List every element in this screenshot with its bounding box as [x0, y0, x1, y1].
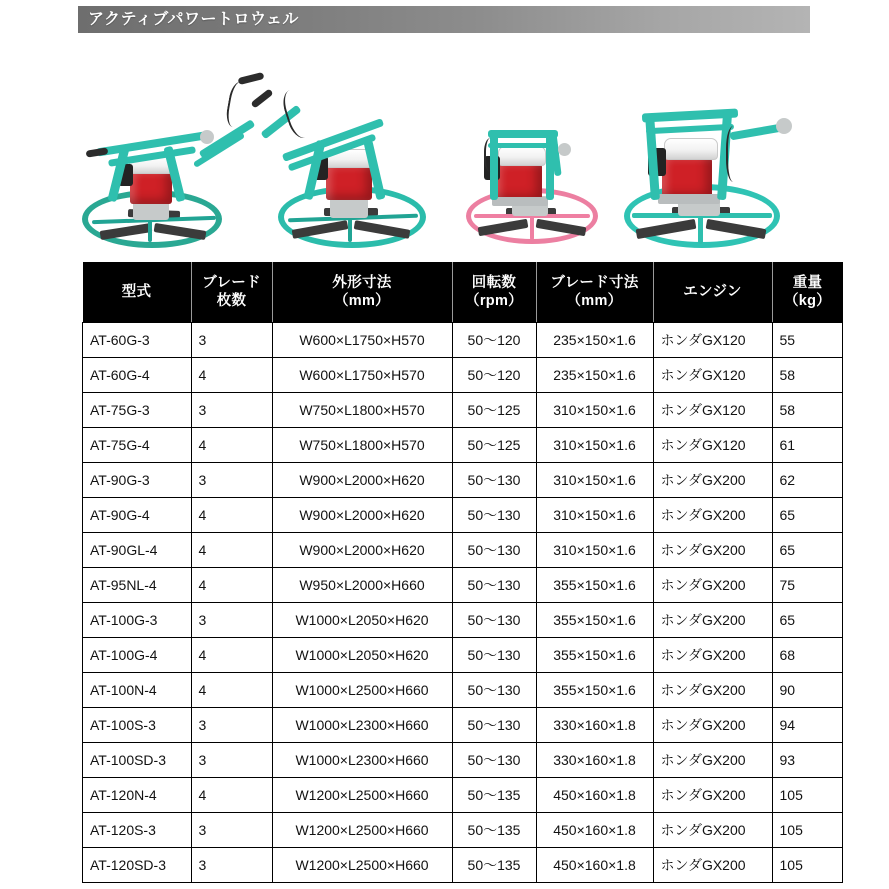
cell-blades: 4 [191, 778, 272, 813]
product-image-gallery [0, 42, 889, 252]
cell-blades: 4 [191, 358, 272, 393]
cell-rpm: 50〜130 [452, 673, 536, 708]
table-row [83, 743, 843, 778]
table-row [83, 813, 843, 848]
cell-model: AT-60G-4 [83, 358, 192, 393]
table-row [83, 463, 843, 498]
cell-dimensions: W1200×L2500×H660 [272, 778, 452, 813]
cell-blades: 3 [191, 743, 272, 778]
control-knob [558, 143, 571, 156]
cell-rpm: 50〜135 [452, 778, 536, 813]
cell-rpm: 50〜125 [452, 393, 536, 428]
cell-weight: 93 [772, 743, 843, 778]
cell-weight: 55 [772, 323, 843, 358]
cell-engine: ホンダGX120 [653, 428, 772, 463]
cell-blades: 3 [191, 393, 272, 428]
page-title: アクティブパワートロウェル [88, 10, 299, 28]
column-header-blade-dimensions [536, 262, 653, 323]
cell-weight: 68 [772, 638, 843, 673]
cell-weight: 90 [772, 673, 843, 708]
cell-blade-dimensions: 355×150×1.6 [536, 603, 653, 638]
cell-rpm: 50〜120 [452, 323, 536, 358]
column-header-rpm-line2: （rpm） [465, 293, 523, 309]
table-row [83, 533, 843, 568]
cell-blades: 3 [191, 708, 272, 743]
cell-model: AT-100N-4 [83, 673, 192, 708]
cell-rpm: 50〜125 [452, 428, 536, 463]
cell-blades: 3 [191, 463, 272, 498]
cell-blades: 3 [191, 848, 272, 883]
engine [326, 164, 372, 200]
cell-model: AT-120SD-3 [83, 848, 192, 883]
cell-weight: 61 [772, 428, 843, 463]
cell-engine: ホンダGX200 [653, 848, 772, 883]
cell-weight: 62 [772, 463, 843, 498]
cell-blades: 3 [191, 323, 272, 358]
cell-blade-dimensions: 450×160×1.8 [536, 848, 653, 883]
cell-engine: ホンダGX200 [653, 498, 772, 533]
cell-engine: ホンダGX200 [653, 708, 772, 743]
cell-blade-dimensions: 450×160×1.8 [536, 813, 653, 848]
cell-weight: 65 [772, 533, 843, 568]
table-row [83, 323, 843, 358]
column-header-model-line1: 型式 [121, 283, 152, 300]
cell-blade-dimensions: 310×150×1.6 [536, 428, 653, 463]
column-header-weight [772, 262, 843, 323]
cell-dimensions: W1200×L2500×H660 [272, 813, 452, 848]
cell-weight: 75 [772, 568, 843, 603]
cell-model: AT-100S-3 [83, 708, 192, 743]
cell-dimensions: W1000×L2300×H660 [272, 708, 452, 743]
cell-blade-dimensions: 310×150×1.6 [536, 463, 653, 498]
cell-model: AT-90GL-4 [83, 533, 192, 568]
cell-dimensions: W900×L2000×H620 [272, 463, 452, 498]
cell-engine: ホンダGX200 [653, 533, 772, 568]
cell-model: AT-75G-3 [83, 393, 192, 428]
throttle-cable [484, 138, 500, 172]
product-image-2 [272, 48, 457, 248]
cell-dimensions: W900×L2000×H620 [272, 498, 452, 533]
cell-rpm: 50〜130 [452, 533, 536, 568]
cell-blades: 3 [191, 813, 272, 848]
cell-blades: 4 [191, 498, 272, 533]
cell-rpm: 50〜130 [452, 638, 536, 673]
cell-engine: ホンダGX200 [653, 813, 772, 848]
column-header-engine-line1: エンジン [683, 283, 742, 300]
cell-weight: 105 [772, 778, 843, 813]
cell-engine: ホンダGX120 [653, 358, 772, 393]
product-image-4 [620, 48, 800, 248]
table-row [83, 673, 843, 708]
table-row [83, 393, 843, 428]
engine-base [658, 194, 720, 204]
cell-rpm: 50〜130 [452, 568, 536, 603]
column-header-blades [191, 262, 272, 323]
cell-weight: 58 [772, 358, 843, 393]
page-header [78, 6, 810, 33]
cell-model: AT-60G-3 [83, 323, 192, 358]
cell-engine: ホンダGX200 [653, 463, 772, 498]
column-header-weight-line2: （kg） [783, 293, 832, 309]
cell-dimensions: W1000×L2050×H620 [272, 638, 452, 673]
column-header-blades-line1: ブレード [202, 274, 261, 291]
cell-blade-dimensions: 355×150×1.6 [536, 568, 653, 603]
cell-dimensions: W600×L1750×H570 [272, 358, 452, 393]
column-header-blades-line2: 枚数 [216, 293, 247, 309]
title-bar [78, 6, 810, 33]
engine [130, 170, 172, 204]
cell-blades: 4 [191, 568, 272, 603]
cell-dimensions: W600×L1750×H570 [272, 323, 452, 358]
cell-model: AT-120S-3 [83, 813, 192, 848]
cell-dimensions: W750×L1800×H570 [272, 393, 452, 428]
table-body [83, 323, 843, 883]
column-header-blade-dimensions-line2: （mm） [566, 293, 623, 309]
table-row [83, 848, 843, 883]
cell-blade-dimensions: 235×150×1.6 [536, 323, 653, 358]
cell-blades: 4 [191, 638, 272, 673]
engine-base [492, 197, 548, 206]
column-header-model [83, 262, 192, 323]
control-knob [200, 130, 214, 144]
column-header-blade-dimensions-line1: ブレード寸法 [550, 274, 639, 291]
product-image-3 [464, 54, 614, 244]
cell-dimensions: W750×L1800×H570 [272, 428, 452, 463]
cell-model: AT-95NL-4 [83, 568, 192, 603]
control-knob [776, 118, 792, 134]
cell-engine: ホンダGX200 [653, 778, 772, 813]
cell-model: AT-120N-4 [83, 778, 192, 813]
cell-weight: 65 [772, 498, 843, 533]
cell-model: AT-75G-4 [83, 428, 192, 463]
cell-model: AT-90G-4 [83, 498, 192, 533]
throttle-cable [279, 85, 321, 141]
cell-rpm: 50〜120 [452, 358, 536, 393]
cell-rpm: 50〜135 [452, 848, 536, 883]
cell-rpm: 50〜130 [452, 743, 536, 778]
cell-rpm: 50〜130 [452, 463, 536, 498]
handle-grip [86, 147, 109, 157]
table-header [83, 262, 843, 323]
cell-dimensions: W1000×L2300×H660 [272, 743, 452, 778]
cell-dimensions: W1000×L2050×H620 [272, 603, 452, 638]
cell-engine: ホンダGX120 [653, 323, 772, 358]
cell-dimensions: W1000×L2500×H660 [272, 673, 452, 708]
table-row [83, 358, 843, 393]
cell-engine: ホンダGX200 [653, 568, 772, 603]
throttle-cable [726, 126, 744, 182]
cell-model: AT-100SD-3 [83, 743, 192, 778]
cell-weight: 105 [772, 848, 843, 883]
cell-engine: ホンダGX200 [653, 638, 772, 673]
cell-blade-dimensions: 330×160×1.8 [536, 743, 653, 778]
cell-engine: ホンダGX200 [653, 743, 772, 778]
cell-model: AT-100G-3 [83, 603, 192, 638]
cell-engine: ホンダGX200 [653, 673, 772, 708]
cell-blade-dimensions: 310×150×1.6 [536, 533, 653, 568]
cell-blade-dimensions: 450×160×1.8 [536, 778, 653, 813]
cell-model: AT-100G-4 [83, 638, 192, 673]
cell-blade-dimensions: 310×150×1.6 [536, 498, 653, 533]
column-header-weight-line1: 重量 [792, 274, 823, 291]
table-row [83, 638, 843, 673]
table-row [83, 603, 843, 638]
cell-blade-dimensions: 235×150×1.6 [536, 358, 653, 393]
cell-engine: ホンダGX200 [653, 603, 772, 638]
frame-crossbar [488, 130, 558, 138]
engine [662, 156, 712, 198]
cell-blade-dimensions: 355×150×1.6 [536, 673, 653, 708]
cell-blade-dimensions: 330×160×1.8 [536, 708, 653, 743]
cell-blades: 4 [191, 428, 272, 463]
fuel-tank [498, 146, 546, 166]
table-row [83, 568, 843, 603]
column-header-dimensions-line2: （mm） [334, 293, 390, 309]
cell-weight: 65 [772, 603, 843, 638]
cell-model: AT-90G-3 [83, 463, 192, 498]
cell-blades: 4 [191, 533, 272, 568]
cell-dimensions: W900×L2000×H620 [272, 533, 452, 568]
cell-blade-dimensions: 310×150×1.6 [536, 393, 653, 428]
table-header-row [83, 262, 843, 323]
fuel-tank [664, 138, 718, 160]
cell-weight: 58 [772, 393, 843, 428]
table-row [83, 708, 843, 743]
column-header-dimensions [272, 262, 452, 323]
engine [496, 162, 542, 200]
table-row [83, 778, 843, 813]
cell-rpm: 50〜130 [452, 603, 536, 638]
cell-rpm: 50〜130 [452, 708, 536, 743]
column-header-rpm [452, 262, 536, 323]
cell-weight: 105 [772, 813, 843, 848]
cell-weight: 94 [772, 708, 843, 743]
column-header-dimensions-line1: 外形寸法 [332, 274, 392, 291]
specification-table [82, 262, 843, 883]
product-image-1 [78, 48, 268, 248]
cell-engine: ホンダGX120 [653, 393, 772, 428]
cell-blade-dimensions: 355×150×1.6 [536, 638, 653, 673]
column-header-engine [653, 262, 772, 323]
table-row [83, 498, 843, 533]
cell-dimensions: W1200×L2500×H660 [272, 848, 452, 883]
cell-dimensions: W950×L2000×H660 [272, 568, 452, 603]
column-header-rpm-line1: 回転数 [471, 274, 517, 291]
cell-blades: 4 [191, 673, 272, 708]
table-row [83, 428, 843, 463]
cell-rpm: 50〜130 [452, 498, 536, 533]
cell-blades: 3 [191, 603, 272, 638]
cell-rpm: 50〜135 [452, 813, 536, 848]
